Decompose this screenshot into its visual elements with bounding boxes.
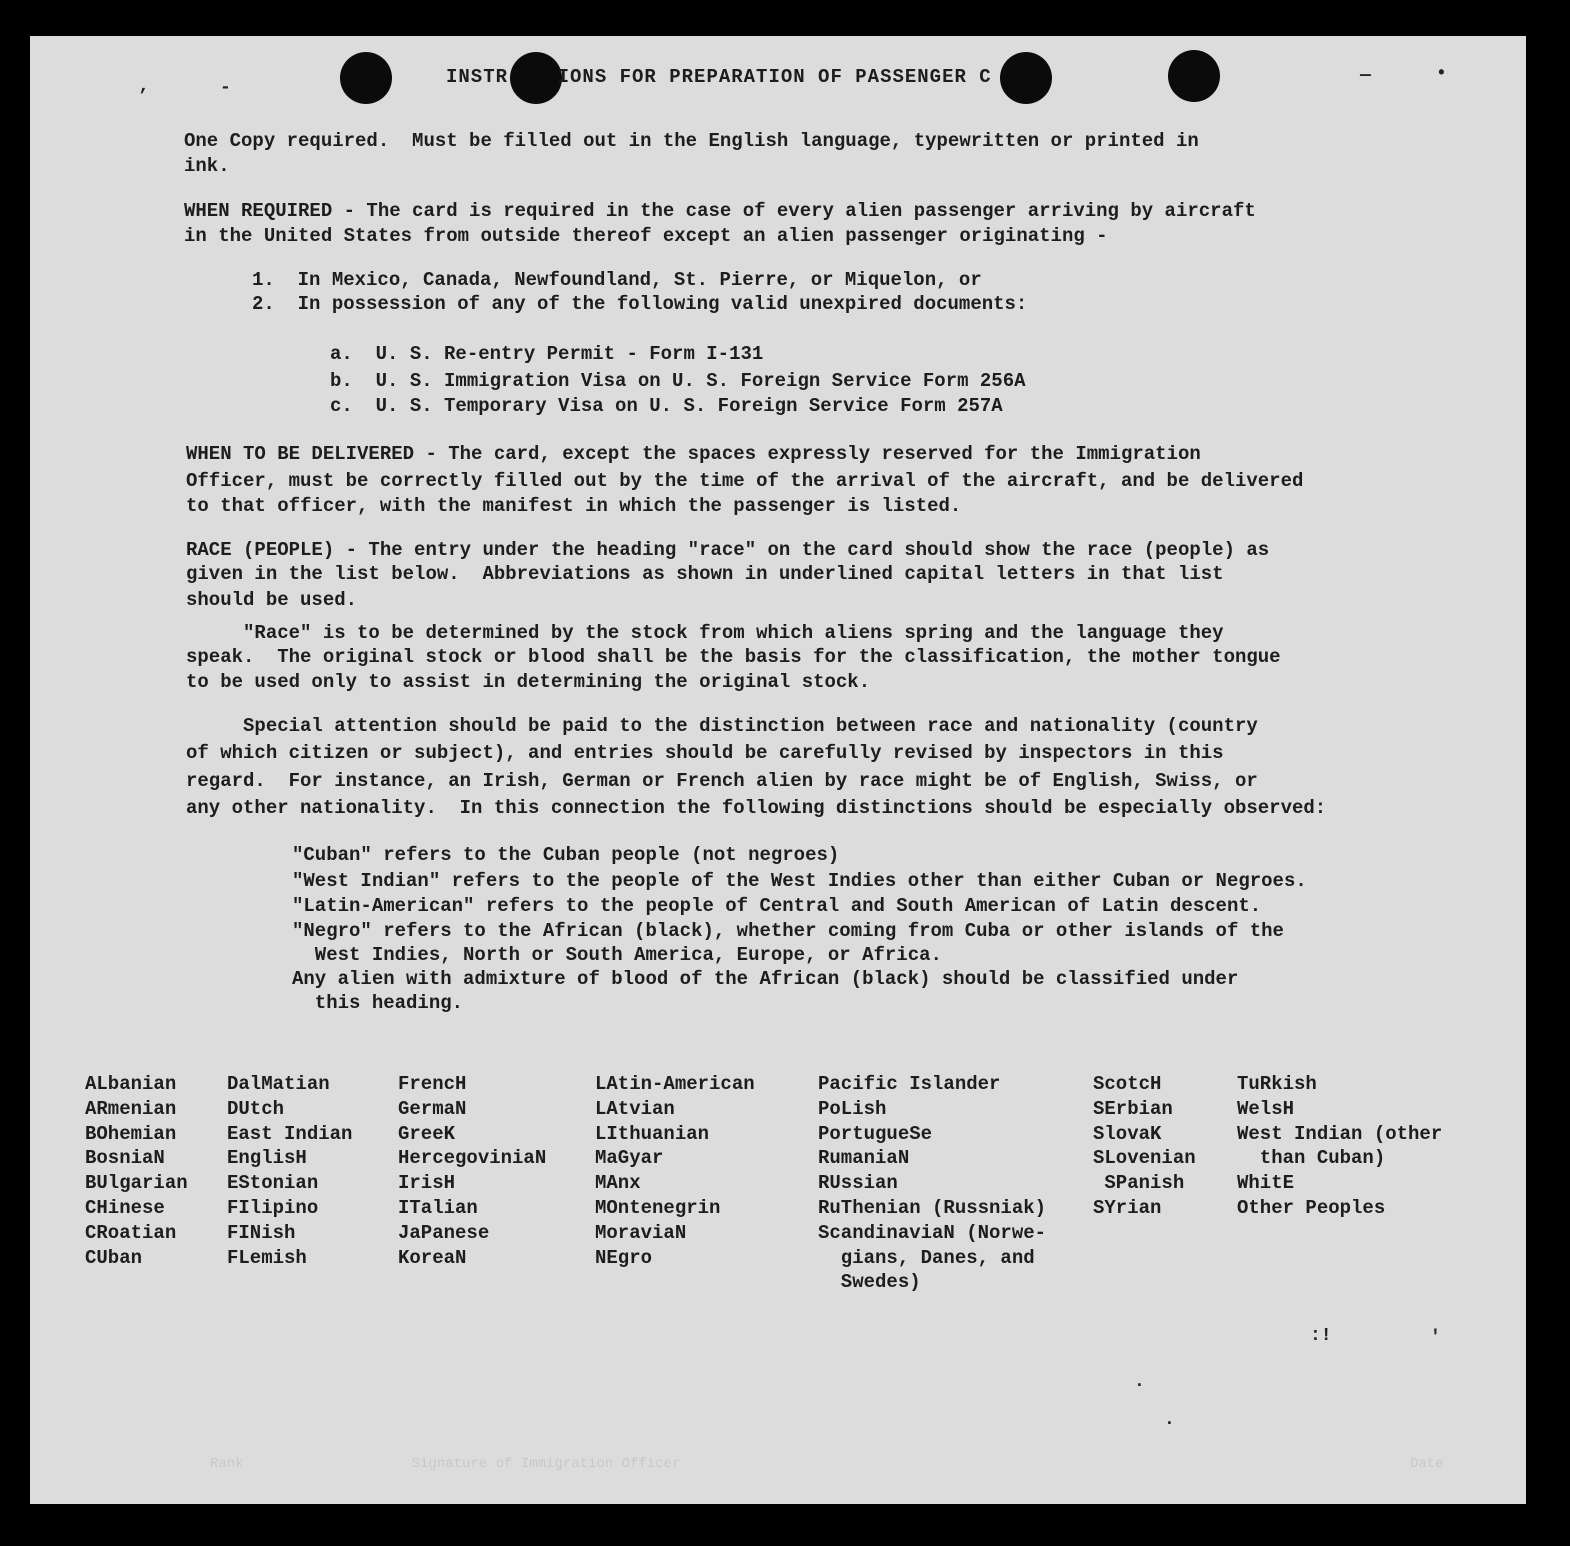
race-entry: DUtch bbox=[227, 1097, 285, 1120]
race-people-line-1: RACE (PEOPLE) - The entry under the heading "race" on the card should show the race (people) as bbox=[186, 539, 1270, 561]
race-entry: MaGyar bbox=[595, 1147, 664, 1170]
race-entry: EStonian bbox=[227, 1172, 319, 1195]
race-entry: RUssian bbox=[818, 1172, 898, 1195]
race-entry: HercegoviniaN bbox=[398, 1147, 547, 1170]
scan-speck: • bbox=[1436, 64, 1447, 84]
copy-required-line-1: One Copy required. Must be filled out in the English language, typewritten or printed in bbox=[184, 130, 1199, 152]
race-entry: West Indian (other bbox=[1237, 1122, 1443, 1145]
distinction-negro: "Negro" refers to the African (black), whether coming from Cuba or other islands of the bbox=[292, 920, 1284, 942]
lettered-item-a: a. U. S. Re-entry Permit - Form I-131 bbox=[330, 343, 764, 365]
race-entry: PoLish bbox=[818, 1097, 887, 1120]
race-entry: TuRkish bbox=[1237, 1073, 1317, 1095]
race-entry: MAnx bbox=[595, 1172, 641, 1195]
race-people-line-2: given in the list below. Abbreviations as shown in underlined capital letters in that list bbox=[186, 563, 1224, 585]
race-entry: NEgro bbox=[595, 1246, 653, 1269]
race-entry: BosniaN bbox=[85, 1147, 165, 1170]
when-required-line-1: WHEN REQUIRED - The card is required in the case of every alien passenger arriving by aircraft bbox=[184, 200, 1256, 222]
distinction-admixture: Any alien with admixture of blood of the African (black) should be classified under bbox=[292, 968, 1239, 990]
race-column bbox=[1237, 1072, 1442, 1221]
scan-speck: ' bbox=[1430, 1328, 1441, 1348]
race-entry: SlovaK bbox=[1093, 1122, 1162, 1145]
race-entry: IrisH bbox=[398, 1172, 456, 1195]
special-line-3: regard. For instance, an Irish, German or French alien by race might be of English, Swiss, or bbox=[186, 770, 1258, 792]
page-title: INSTR IONS FOR PREPARATION OF PASSENGER C bbox=[446, 66, 992, 88]
scan-speck: — bbox=[1360, 66, 1371, 86]
race-entry: ITalian bbox=[398, 1196, 478, 1219]
race-entry: EnglisH bbox=[227, 1147, 307, 1170]
race-entry: MOntenegrin bbox=[595, 1196, 721, 1219]
race-entry: ScotcH bbox=[1093, 1073, 1162, 1095]
race-column bbox=[227, 1072, 352, 1270]
race-entry: FrencH bbox=[398, 1073, 467, 1095]
race-column bbox=[398, 1072, 546, 1270]
when-required-line-2: in the United States from outside thereof except an alien passenger originating - bbox=[184, 225, 1108, 247]
race-entry: SErbian bbox=[1093, 1097, 1173, 1120]
distinction-negro-cont: West Indies, North or South America, Europe, or Africa. bbox=[292, 944, 942, 966]
race-entry: LAtvian bbox=[595, 1097, 675, 1120]
race-entry: CHinese bbox=[85, 1196, 165, 1219]
race-entry: CRoatian bbox=[85, 1221, 177, 1244]
race-entry: BUlgarian bbox=[85, 1172, 188, 1195]
race-column bbox=[85, 1072, 188, 1270]
lettered-item-c: c. U. S. Temporary Visa on U. S. Foreign Service Form 257A bbox=[330, 395, 1003, 417]
punch-hole-left bbox=[340, 52, 392, 104]
race-entry: DalMatian bbox=[227, 1073, 330, 1095]
distinction-west-indian: "West Indian" refers to the people of the West Indies other than either Cuban or Negroes. bbox=[292, 870, 1307, 892]
race-column bbox=[1093, 1072, 1196, 1221]
punch-hole-far-right bbox=[1168, 50, 1220, 102]
scan-speck: :! bbox=[1310, 1326, 1332, 1346]
scan-speck: ‚ bbox=[138, 76, 149, 96]
race-entry: BOhemian bbox=[85, 1122, 177, 1145]
copy-required-line-2: ink. bbox=[184, 155, 230, 177]
race-entry: Swedes) bbox=[818, 1271, 921, 1294]
punch-hole-right bbox=[1000, 52, 1052, 104]
race-people-line-3: should be used. bbox=[186, 589, 358, 611]
when-delivered-line-3: to that officer, with the manifest in which the passenger is listed. bbox=[186, 495, 962, 517]
race-entry: RumaniaN bbox=[818, 1147, 910, 1170]
distinction-admixture-cont: this heading. bbox=[292, 992, 464, 1014]
race-entry: GermaN bbox=[398, 1097, 467, 1120]
race-entry: MoraviaN bbox=[595, 1221, 687, 1244]
distinction-latin-american: "Latin-American" refers to the people of Central and South American of Latin descent. bbox=[292, 895, 1262, 917]
race-entry: East Indian bbox=[227, 1122, 353, 1145]
race-entry: than Cuban) bbox=[1237, 1147, 1386, 1170]
special-line-1: Special attention should be paid to the distinction between race and nationality (country bbox=[186, 715, 1258, 737]
distinction-cuban: "Cuban" refers to the Cuban people (not negroes) bbox=[292, 844, 840, 866]
race-entry: SPanish bbox=[1093, 1172, 1185, 1195]
race-entry: RuThenian (Russniak) bbox=[818, 1196, 1047, 1219]
scan-speck: . bbox=[1164, 1410, 1175, 1430]
numbered-item-2: 2. In possession of any of the following valid unexpired documents: bbox=[252, 293, 1028, 315]
race-entry: WhitE bbox=[1237, 1172, 1295, 1195]
race-entry: GreeK bbox=[398, 1122, 456, 1145]
race-entry: FINish bbox=[227, 1221, 296, 1244]
race-entry: LIthuanian bbox=[595, 1122, 710, 1145]
special-line-4: any other nationality. In this connection the following distinctions should be especially observed: bbox=[186, 797, 1327, 819]
race-entry: ALbanian bbox=[85, 1073, 177, 1095]
scan-speck: - bbox=[220, 78, 231, 98]
race-entry: CUban bbox=[85, 1246, 143, 1269]
race-entry: SYrian bbox=[1093, 1196, 1162, 1219]
race-def-line-3: to be used only to assist in determining the original stock. bbox=[186, 671, 871, 693]
race-entry: PortugueSe bbox=[818, 1122, 933, 1145]
race-def-line-2: speak. The original stock or blood shall be the basis for the classification, the mother tongue bbox=[186, 646, 1281, 668]
bleed-through-date: Date bbox=[1410, 1456, 1444, 1472]
special-line-2: of which citizen or subject), and entries should be carefully revised by inspectors in this bbox=[186, 742, 1224, 764]
race-entry: KoreaN bbox=[398, 1246, 467, 1269]
bleed-through-signature-line: Rank Signature of Immigration Officer bbox=[210, 1456, 681, 1472]
race-def-line-1: "Race" is to be determined by the stock from which aliens spring and the language they bbox=[186, 622, 1224, 644]
when-delivered-line-2: Officer, must be correctly filled out by the time of the arrival of the aircraft, and be delivered bbox=[186, 470, 1304, 492]
race-entry: LAtin-American bbox=[595, 1073, 755, 1095]
numbered-item-1: 1. In Mexico, Canada, Newfoundland, St. Pierre, or Miquelon, or bbox=[252, 269, 982, 291]
race-entry: SLovenian bbox=[1093, 1147, 1196, 1170]
race-entry: FIlipino bbox=[227, 1196, 319, 1219]
race-column bbox=[595, 1072, 755, 1270]
race-entry: WelsH bbox=[1237, 1097, 1295, 1120]
race-entry: Other Peoples bbox=[1237, 1196, 1386, 1219]
when-delivered-line-1: WHEN TO BE DELIVERED - The card, except the spaces expressly reserved for the Immigration bbox=[186, 443, 1201, 465]
scan-speck: . bbox=[1134, 1372, 1145, 1392]
race-entry: ARmenian bbox=[85, 1097, 177, 1120]
lettered-item-b: b. U. S. Immigration Visa on U. S. Foreign Service Form 256A bbox=[330, 370, 1026, 392]
race-column bbox=[818, 1072, 1046, 1295]
race-entry: JaPanese bbox=[398, 1221, 490, 1244]
document-page bbox=[30, 36, 1526, 1504]
race-entry: ScandinaviaN (Norwe- bbox=[818, 1221, 1047, 1244]
race-entry: Pacific Islander bbox=[818, 1073, 1001, 1095]
race-entry: gians, Danes, and bbox=[818, 1246, 1035, 1269]
race-entry: FLemish bbox=[227, 1246, 307, 1269]
